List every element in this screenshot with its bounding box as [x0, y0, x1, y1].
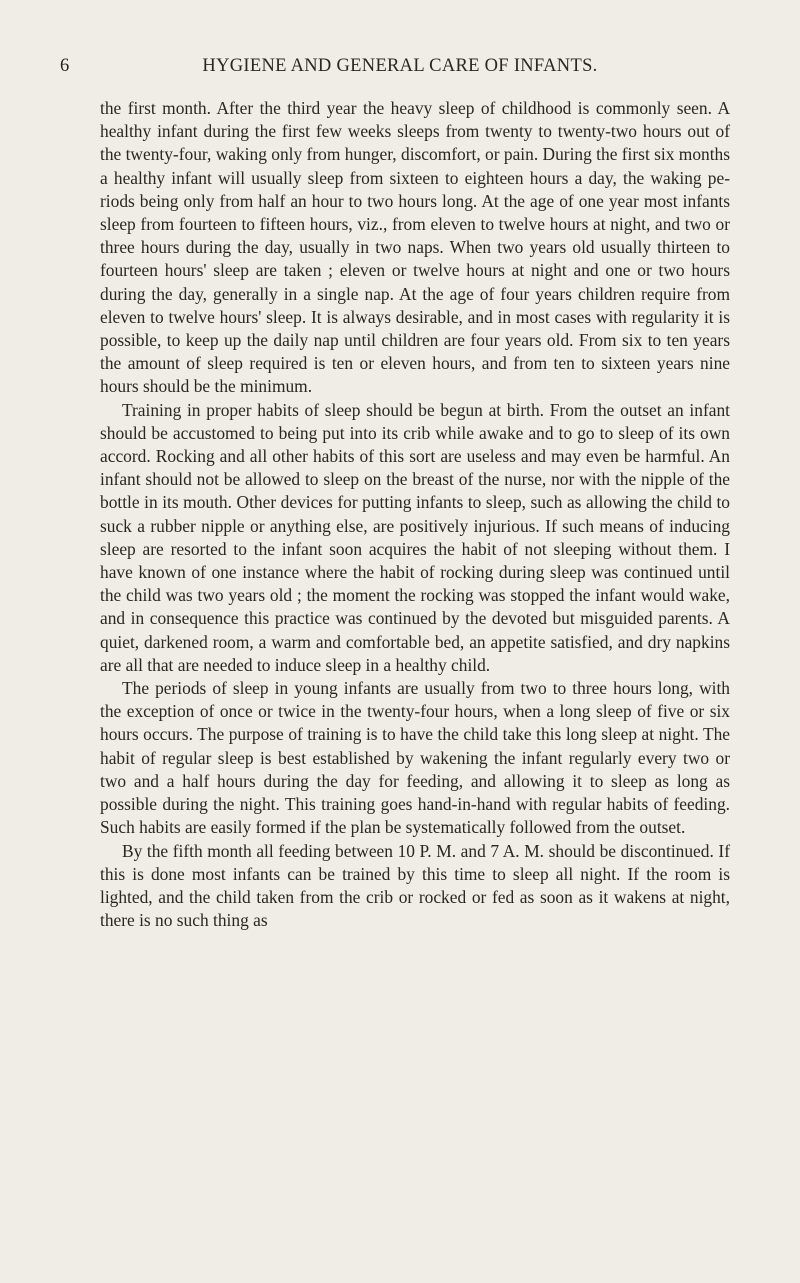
body-text — [100, 97, 730, 932]
paragraph: The periods of sleep in young infants are usually from two to three hours long, with the exception of once or twice in the twenty-four hours, when a long sleep of five or six hours occurs. The purpose of training is to have the child take this long sleep at night. The habit of regular sleep is best established by wakening the infant regularly every two or two and a half hours during the day for feeding, and allowing it to sleep as long as possible during the night. This training goes hand-in-hand with regular habits of feeding. Such habits are easily formed if the plan be systematically followed from the outset. — [100, 678, 730, 838]
page-number: 6 — [60, 56, 70, 76]
running-title: HYGIENE AND GENERAL CARE OF INFANTS. — [202, 56, 598, 76]
paragraph: By the fifth month all feeding between 10 P. M. and 7 A. M. should be discontinued. If this is done most infants can be trained by this time to sleep all night. If the room is lighted, and the child taken from the crib or rocked or fed as soon as it wakens at night, there is no such thing as — [100, 840, 730, 931]
page-header — [60, 56, 740, 82]
paragraph: the first month. After the third year the heavy sleep of childhood is commonly seen. A healthy infant during the first few weeks sleeps from twenty to twenty-two hours out of the twenty-four, waking only from hunger, discomfort, or pain. During the first six months a healthy infant will usually sleep from sixteen to eighteen hours a day, the waking periods being only from half an hour to two hours long. At the age of one year most infants sleep from fourteen to fifteen hours, viz., from eleven to twelve hours at night, and two or three hours during the day, usually in two naps. When two years old usually thirteen to fourteen hours' sleep are taken ; eleven or twelve hours at night and one or two hours during the day, generally in a single nap. At the age of four years children require from eleven to twelve hours' sleep. It is always desirable, and in most cases with regularity it is possible, to keep up the daily nap until children are four years old. From six to ten years the amount of sleep required is ten or eleven hours, and from ten to sixteen years nine hours should be the minimum. — [100, 98, 730, 397]
paragraph: Training in proper habits of sleep should be begun at birth. From the outset an infant should be accustomed to being put into its crib while awake and to go to sleep of its own accord. Rocking and all other habits of this sort are useless and may even be harmful. An infant should not be allowed to sleep on the breast of the nurse, nor with the nipple of the bottle in its mouth. Other devices for putting infants to sleep, such as allowing the child to suck a rubber nipple or anything else, are positively injurious. If such means of inducing sleep are resorted to the infant soon acquires the habit of not sleeping without them. I have known of one instance where the habit of rocking during sleep was continued until the child was two years old ; the moment the rocking was stopped the infant would wake, and in consequence this practice was continued by the devoted but misguided parents. A quiet, darkened room, a warm and comfortable bed, an appetite satisfied, and dry napkins are all that are needed to induce sleep in a healthy child. — [100, 399, 730, 675]
